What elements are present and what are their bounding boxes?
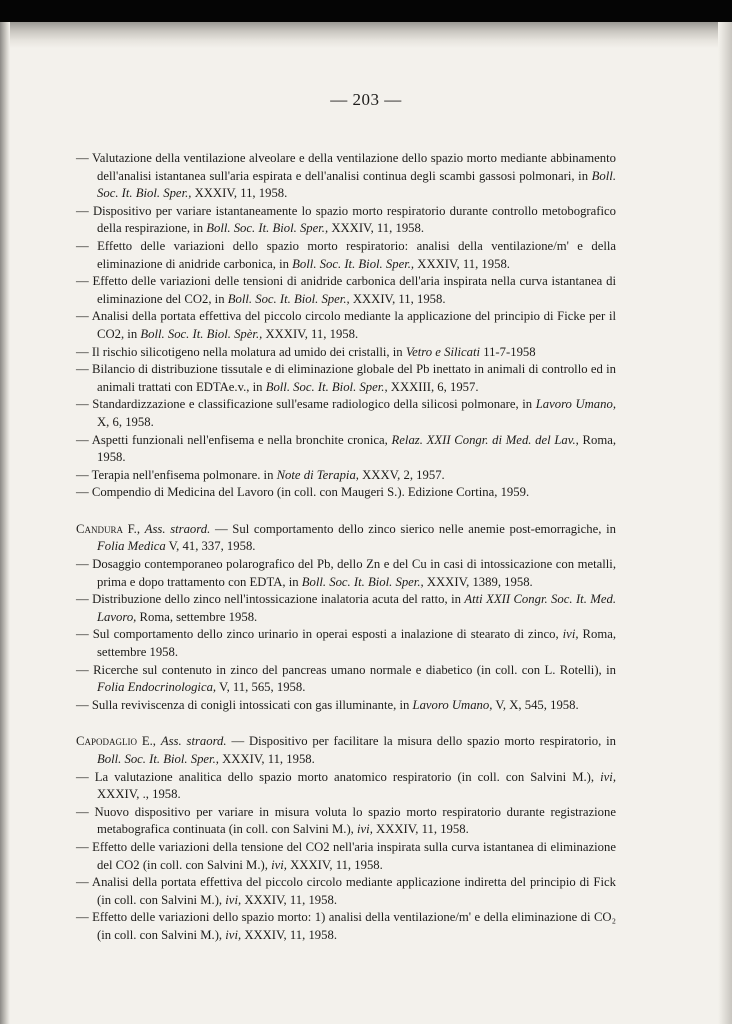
bib-entry: — Aspetti funzionali nell'enfisema e nella bronchite cronica, Relaz. XXII Congr. di Med. del Lav., Roma, 1958.: [76, 432, 616, 467]
bib-entry: — La valutazione analitica dello spazio morto anatomico respiratorio (in coll. con Salvini M.), ivi, XXXIV, ., 1958.: [76, 769, 616, 804]
scan-fringe: [0, 22, 732, 48]
bib-entry: — Dosaggio contemporaneo polarografico del Pb, dello Zn e del Cu in casi di intossicazione con metalli, prima e dopo trattamento con EDTA, in Boll. Soc. It. Biol. Sper., XXXIV, 1389, 1958.: [76, 556, 616, 591]
bib-entry: — Valutazione della ventilazione alveolare e della ventilazione dello spazio morto mediante abbinamento dell'analisi istantanea sull'aria espirata e dell'analisi continua degli scambi gassosi polmonari, in Boll. Soc. It. Biol. Sper., XXXIV, 11, 1958.: [76, 150, 616, 203]
bib-entry: — Effetto delle variazioni delle tensioni di anidride carbonica dell'aria inspirata nella curva istantanea di eliminazione del CO2, in Boll. Soc. It. Biol. Sper., XXXIV, 11, 1958.: [76, 273, 616, 308]
scan-top-edge: [0, 0, 732, 22]
bib-entry: — Standardizzazione e classificazione sull'esame radiologico della silicosi polmonare, in Lavoro Umano, X, 6, 1958.: [76, 396, 616, 431]
bib-entry: — Sulla reviviscenza di conigli intossicati con gas illuminante, in Lavoro Umano, V, X, 545, 1958.: [76, 697, 616, 715]
author-name: Candura F.,: [76, 521, 141, 536]
bib-entry: — Analisi della portata effettiva del piccolo circolo mediante applicazione indiretta del principio di Fick (in coll. con Salvini M.), ivi, XXXIV, 11, 1958.: [76, 874, 616, 909]
bib-entry: — Distribuzione dello zinco nell'intossicazione inalatoria acuta del ratto, in Atti XXII Congr. Soc. It. Med. Lavoro, Roma, settembre 1958.: [76, 591, 616, 626]
bib-entry: — Compendio di Medicina del Lavoro (in coll. con Maugeri S.). Edizione Cortina, 1959.: [76, 484, 616, 502]
bib-entry: — Analisi della portata effettiva del piccolo circolo mediante la applicazione del principio di Ficke per il CO2, in Boll. Soc. It. Biol. Spèr., XXXIV, 11, 1958.: [76, 308, 616, 343]
bib-entry: — Effetto delle variazioni della tensione del CO2 nell'aria inspirata sulla curva istantanea di eliminazione del CO2 (in coll. con Salvini M.), ivi, XXXIV, 11, 1958.: [76, 839, 616, 874]
scan-right-edge: [718, 22, 732, 1024]
bib-entry: — Effetto delle variazioni dello spazio morto: 1) analisi della ventilazione/m' e della eliminazione di CO₂ (in coll. con Salvini M.), ivi, XXXIV, 11, 1958.: [76, 909, 616, 944]
author-entry-candura: Candura F., Ass. straord. — Sul comportamento dello zinco sierico nelle anemie post-emorragiche, in Folia Medica V, 41, 337, 1958.: [76, 521, 617, 554]
author-entry-capodaglio: Capodaglio E., Ass. straord. — Dispositivo per facilitare la misura dello spazio morto respiratorio, in Boll. Soc. It. Biol. Sper., XXXIV, 11, 1958.: [76, 734, 617, 766]
page-number: — 203 —: [330, 90, 402, 109]
bib-entry: — Effetto delle variazioni dello spazio morto respiratorio: analisi della ventilazione/m' e della eliminazione di anidride carbonica, in Boll. Soc. It. Biol. Sper., XXXIV, 11, 1958.: [76, 238, 616, 273]
bib-entry: — Dispositivo per variare istantaneamente lo spazio morto respiratorio durante controllo metobografico della respirazione, in Boll. Soc. It. Biol. Sper., XXXIV, 11, 1958.: [76, 203, 616, 238]
author-role: Ass. straord.: [144, 521, 211, 536]
scan-left-edge: [0, 22, 10, 1024]
bib-entry: — Bilancio di distribuzione tissutale e di eliminazione globale del Pb inettato in animali di controllo ed in animali trattati con EDTAe.v., in Boll. Soc. It. Biol. Sper., XXXIII, 6, 1957.: [76, 361, 616, 396]
bib-entry: — Nuovo dispositivo per variare in misura voluta lo spazio morto respiratorio durante registrazione metabografica continuata (in coll. con Salvini M.), ivi, XXXIV, 11, 1958.: [76, 804, 616, 839]
author-role: Ass. straord.: [160, 734, 227, 749]
bib-entry: — Sul comportamento dello zinco urinario in operai esposti a inalazione di stearato di zinco, ivi, Roma, settembre 1958.: [76, 626, 616, 661]
author-name: Capodaglio E.,: [76, 734, 156, 749]
section-gap: [76, 502, 616, 521]
section-gap: [76, 714, 616, 733]
bibliography-section-1: [76, 150, 616, 945]
bib-entry: — Ricerche sul contenuto in zinco del pancreas umano normale e diabetico (in coll. con L. Rotelli), in Folia Endocrinologica, V, 11, 565, 1958.: [76, 662, 616, 697]
bib-entry: — Terapia nell'enfisema polmonare. in Note di Terapia, XXXV, 2, 1957.: [76, 467, 616, 485]
bib-entry: — Il rischio silicotigeno nella molatura ad umido dei cristalli, in Vetro e Silicati 11-7-1958: [76, 344, 616, 362]
